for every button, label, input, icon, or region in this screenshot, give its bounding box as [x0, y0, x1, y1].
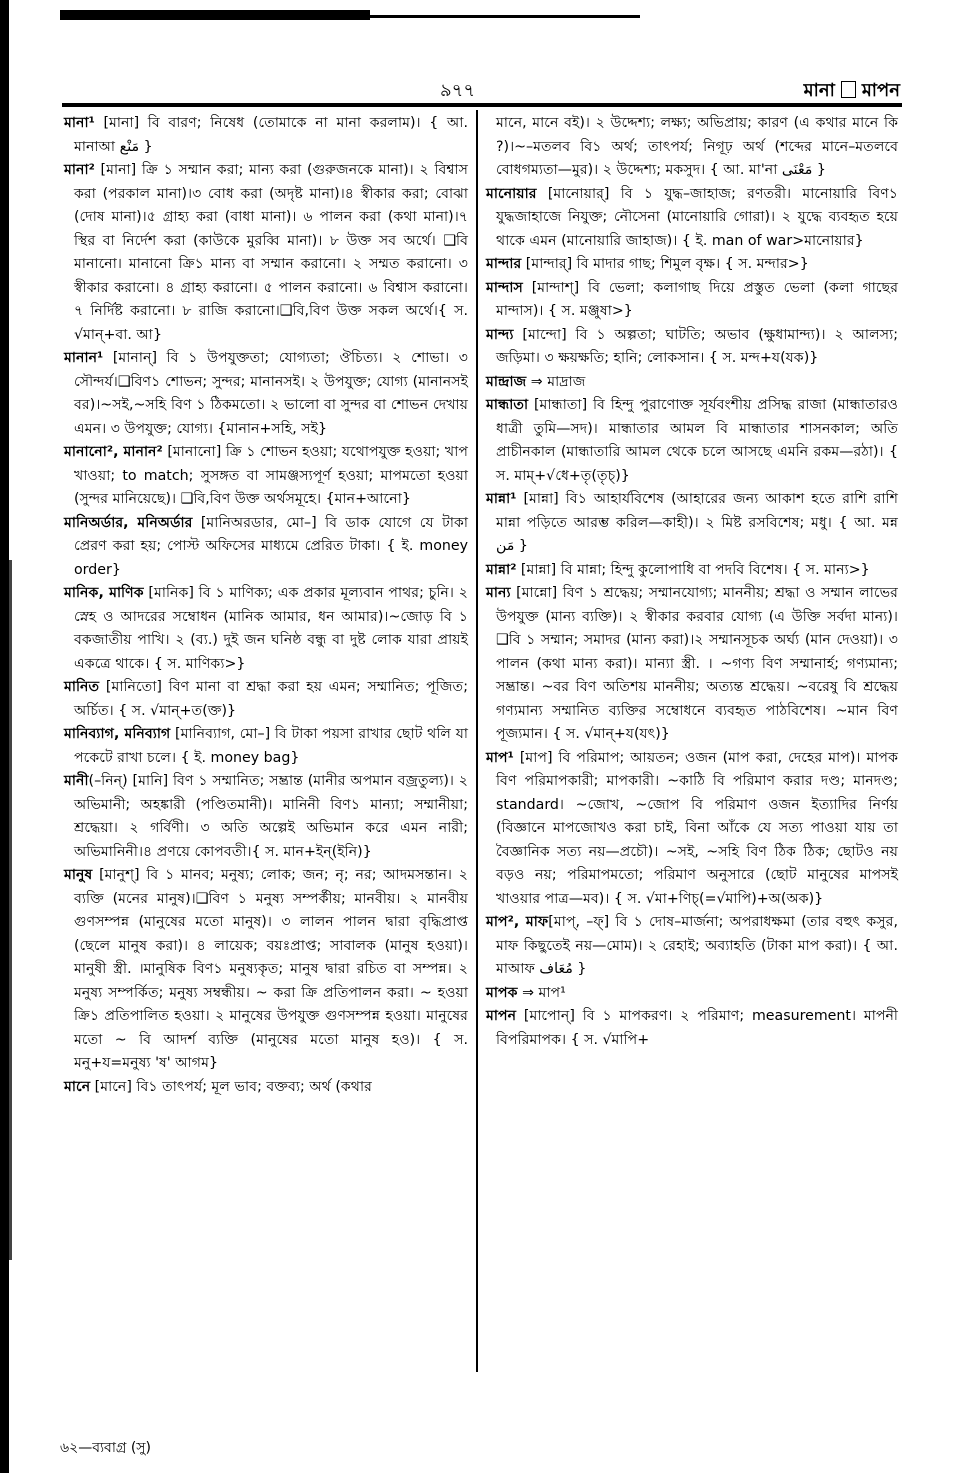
entry-definition: [মানে] বি১ তাৎপর্য; মূল ভাব; বক্তব্য; অর্থ (কথার — [90, 1078, 372, 1095]
left-column — [64, 112, 468, 1099]
entry-headword: মানোয়ার — [486, 185, 537, 202]
dictionary-entry — [64, 112, 468, 159]
entry-headword: মাপ², মাফ — [486, 914, 549, 930]
entry-definition: (–নিন্) [মানি] বিণ ১ সম্মানিত; সম্ভ্রান্ত (মানীর অপমান বজ্রতুল্য)। ২ অভিমানী; অহঙ্কারী (পণ্ডিতমানী)। মানিনী বিণ১ মান্যা; সম্মানীয়া; শ্রদ্ধেয়া। ২ গর্বিণী। ৩ অতি অল্পেই অভিমান করে এমন নারী; অভিমানিনী।৪ প্রণয়ে কোপবতী।{ স. মান+ইন্(ইনি)} — [74, 773, 468, 860]
guide-word-last: মাপন — [861, 80, 900, 101]
entry-headword: মানুষ — [64, 867, 93, 883]
entry-headword: মান্না² — [486, 561, 517, 578]
dictionary-entry — [486, 911, 898, 982]
entry-definition: [মানা] বি বারণ; নিষেধ (তোমাকে না মানা করলাম)। { আ. মানাআ مَنْع } — [74, 115, 468, 155]
entry-definition: [মান্দাশ্] বি ভেলা; কলাগাছ দিয়ে প্রস্তুত ভেলা (কলা গাছের মান্দাস)। { স. মঞ্জুষা>} — [496, 279, 898, 319]
dictionary-entry — [64, 770, 468, 864]
entry-headword: মাপ¹ — [486, 749, 514, 766]
dictionary-entry — [486, 488, 898, 559]
dictionary-entry — [486, 253, 898, 277]
dictionary-entry — [486, 112, 898, 183]
scan-smudge — [60, 10, 370, 20]
entry-definition: [মাপোন্] বি ১ মাপকরণ। ২ পরিমাণ; measurement। মাপনী বিপরিমাপক। { স. √মাপি+ — [496, 1008, 898, 1048]
entry-definition: [মান্না] বি মান্না; হিন্দু কুলোপাধি বা পদবি বিশেষ। { স. মান্য>} — [516, 561, 870, 578]
dictionary-entry — [486, 394, 898, 488]
dictionary-entry — [64, 676, 468, 723]
entry-definition: [মান্দো] বি ১ অল্পতা; ঘাটতি; অভাব (ক্ষুধামান্দ্য)। ২ আলস্য; জড়িমা। ৩ ক্ষয়ক্ষতি; হানি; লোকসান। { স. মন্দ+য(যক)} — [496, 326, 898, 366]
entry-definition: [মান্নো] বিণ ১ শ্রদ্ধেয়; সম্মানযোগ্য; মাননীয়; শ্রদ্ধা ও সম্মান লাভের উপযুক্ত (মান্য ব্যক্তি)। ২ স্বীকার করবার যোগ্য (এ উক্তি সর্বদা মান্য)।❑বি ১ সম্মান; সমাদর (মান্য করা)।২ সম্মানসূচক অর্ঘ্য (মান দেওয়া)। ৩ পালন (কথা মান্য করা)। মান্যা স্ত্রী. । ~গণ্য বিণ সম্মানার্হ; গণ্যমান্য; সম্ভ্রান্ত। ~বর বিণ অতিশয় মাননীয়; অত্যন্ত শ্রদ্ধেয়। ~বরেষু বি শ্রদ্ধেয় গণ্যমান্য সম্মানিত ব্যক্তির সম্বোধনে ব্যবহৃত পাঠবিশেষ। ~মান বিণ পূজ্যমান। { স. √মান্+য(যৎ)} — [496, 585, 898, 742]
entry-headword: মানা¹ — [64, 115, 95, 131]
entry-headword: মাপক — [486, 984, 518, 1001]
box-icon — [841, 81, 856, 98]
dictionary-entry — [486, 371, 898, 395]
dictionary-entry — [486, 277, 898, 324]
entry-headword: মানান¹ — [64, 350, 104, 366]
entry-definition: মানে, মানে বই)। ২ উদ্দেশ্য; লক্ষ্য; অভিপ্রায়; কারণ (এ কথার মানে কি ?)।~–মতলব বি১ অর্থ; তাৎপর্য; নিগূঢ় অর্থ (শব্দের মানে–মতলবে বোধগম্যতা—মুর)। ২ উদ্দেশ্য; মকসুদ। { আ. মা'না مَعْنَى } — [496, 115, 898, 178]
entry-definition: [মানোয়ার্] বি ১ যুদ্ধ–জাহাজ; রণতরী। মানোয়ারি বিণ১ যুদ্ধজাহাজে নিযুক্ত; নৌসেনা (মানোয়ারি গোরা)। ২ যুদ্ধে ব্যবহৃত হয়ে থাকে এমন (মানোয়ারি জাহাজ)। { ই. man of war>মানোয়ার} — [496, 185, 898, 249]
dictionary-entry — [486, 1005, 898, 1052]
printer-signature: ৬২—ব্যবাগ্র (সু) — [60, 1440, 152, 1456]
entry-definition: [মাপ্, –ফ্] বি ১ দোষ–মার্জনা; অপরাধক্ষমা (তার বহুৎ কসুর, মাফ কিছুতেই নয়—মোম)। ২ রেহাই; অব্যাহতি (টাকা মাপ করা)। { আ. মাআফ مُعَاف } — [496, 914, 898, 977]
entry-definition: ⇒ মাপ¹ — [517, 984, 566, 1001]
entry-headword: মানিব্যাগ, মনিব্যাগ — [64, 726, 171, 742]
right-column — [486, 112, 898, 1052]
entry-headword: মানা² — [64, 162, 95, 178]
dictionary-entry — [486, 183, 898, 254]
entry-definition: [মানিঅরডার, মো–] বি ডাক যোগে যে টাকা প্রেরণ করা হয়; পোস্ট অফিসের মাধ্যমে প্রেরিত টাকা। { ই. money order} — [74, 514, 468, 578]
dictionary-entry — [64, 1076, 468, 1100]
entry-headword: মানিক, মাণিক — [64, 585, 144, 601]
entry-headword: মান্দার — [486, 256, 522, 272]
entry-headword: মানে — [64, 1078, 91, 1095]
entry-headword: মান্না¹ — [486, 491, 517, 507]
dictionary-entry — [64, 864, 468, 1076]
entry-definition: [মানিব্যাগ, মো–] বি টাকা পয়সা রাখার ছোট থলি যা পকেটে রাখা চলে। { ই. money bag} — [74, 726, 468, 766]
guide-word-first: মানা — [803, 80, 835, 101]
page-number: ৯৭৭ — [440, 80, 476, 101]
entry-definition: [মানুশ্] বি ১ মানব; মনুষ্য; লোক; জন; নৃ; নর; আদমসন্তান। ২ ব্যক্তি (মনের মানুষ)।❑বিণ ১ মনুষ্য সম্পর্কীয়; মানবীয়। ২ মানবীয় গুণসম্পন্ন (মানুষের মতো মানুষ)। ৩ লালন পালন দ্বারা বৃদ্ধিপ্রাপ্ত (ছেলে মানুষ করা)। ৪ লায়েক; বয়ঃপ্রাপ্ত; সাবালক (মানুষ হওয়া)। মানুষী স্ত্রী. ।মানুষিক বিণ১ মনুষ্যকৃত; মানুষ দ্বারা রচিত বা সম্পন্ন। ২ মনুষ্য সম্পর্কিত; মনুষ্য সম্বন্ধীয়। ~ করা ক্রি প্রতিপালন করা। ~ হওয়া ক্রি১ প্রতিপালিত হওয়া। ২ মানুষের উপযুক্ত গুণসম্পন্ন হওয়া। মানুষের মতো ~ বি আদর্শ ব্যক্তি (মানুষের মতো মানুষ হও)। { স. মনু+য=মনুষ্য 'ষ' আগম} — [74, 867, 468, 1071]
dictionary-entry — [486, 559, 898, 583]
column-divider — [476, 110, 478, 1372]
binding-edge — [0, 0, 9, 1473]
header-rule — [62, 103, 902, 107]
binding-shadow — [9, 560, 12, 1260]
entry-definition: [মানা] ক্রি ১ সম্মান করা; মান্য করা (গুরুজনকে মানা)। ২ বিশ্বাস করা (পরকাল মানা)।৩ বোধ করা (অদৃষ্ট মানা)।৪ স্বীকার করা; বোঝা (দোষ মানা)।৫ গ্রাহ্য করা (বাধা মানা)। ৬ পালন করা (কথা মানা)।৭ স্থির বা নির্দেশ করা (কাউকে মুরব্বি মানা)। ৮ উক্ত সব অর্থে। ❑বি মানানো। মানানো ক্রি১ মান্য বা সম্মান করানো। ২ সম্মত করানো। ৩ স্বীকার করানো। ৪ গ্রাহ্য করানো। ৫ পালন করানো। ৬ বিশ্বাস করানো। ৭ নির্দিষ্ট করানো। ৮ রাজি করানো।❑বি,বিণ উক্ত সকল অর্থে।{ স. √মান্+বা. আ} — [74, 162, 468, 343]
entry-headword: মান্দাস — [486, 279, 523, 296]
dictionary-entry — [486, 747, 898, 912]
entry-headword: মান্ধাতা — [486, 397, 529, 413]
entry-headword: মানিত — [64, 679, 100, 695]
entry-definition: [মান্না] বি১ আহার্যবিশেষ (আহারের জন্য আকাশ হতে রাশি রাশি মান্না পড়িতে আরম্ভ করিল—কাহী)। ২ মিষ্ট রসবিশেষ; মধু। { আ. মন্ন مَن } — [496, 491, 898, 554]
entry-headword: মান্দ্য — [486, 326, 514, 343]
dictionary-entry — [64, 512, 468, 583]
page-header — [60, 76, 900, 100]
entry-definition: [মান্দার্] বি মাদার গাছ; শিমুল বৃক্ষ। { স. মন্দার>} — [521, 256, 809, 272]
dictionary-entry — [64, 159, 468, 347]
dictionary-entry — [486, 582, 898, 747]
entry-definition: [মানিতো] বিণ মানা বা শ্রদ্ধা করা হয় এমন; সম্মানিত; পূজিত; অর্চিত। { স. √মান্+ত(ক্ত)} — [74, 679, 468, 719]
scan-rule — [370, 15, 640, 18]
entry-definition: [মান্ধাতা] বি হিন্দু পুরাণোক্ত সূর্যবংশীয় প্রসিদ্ধ রাজা (মান্ধাতারও ধাত্রী তুমি—সদ)। মান্ধাতার আমল বি মান্ধাতার শাসনকাল; অতি প্রাচীনকাল (মান্ধাতারি আমল থেকে চলে আসছে এমনি রকম—রঠা)। { স. মাম্+√ধে+তৃ(তৃচ্)} — [496, 397, 898, 484]
dictionary-entry — [64, 347, 468, 441]
entry-headword: মানিঅর্ডার, মনিঅর্ডার — [64, 514, 193, 531]
entry-definition: [মানিক] বি ১ মাণিক্য; এক প্রকার মূল্যবান পাথর; চুনি। ২ স্নেহ ও আদরের সম্বোধন (মানিক আমার, ধন আমার)।~জোড় বি ১ বকজাতীয় পাখি। ২ (ব্য.) দুই জন ঘনিষ্ঠ বন্ধু বা দুষ্ট লোক যারা প্রায়ই একত্রে থাকে। { স. মাণিক্য>} — [74, 585, 468, 672]
entry-headword: মানী — [64, 773, 89, 789]
dictionary-entry — [64, 582, 468, 676]
entry-definition: [মাপ] বি পরিমাপ; আয়তন; ওজন (মাপ করা, দেহের মাপ)। মাপক বিণ পরিমাপকারী; মাপকারী। ~কাঠি বি পরিমাণ করার দণ্ড; মানদণ্ড; standard। ~জোখ, ~জোপ বি পরিমাণ ওজন ইত্যাদির নির্ণয় (বিজ্ঞানে মাপজোখও করা চাই, বিনা আঁকে যে সত্য পাওয়া যায় তা বৈজ্ঞানিক সত্য নয়—প্রচৌ)। ~সই, ~সহি বিণ ঠিক ঠিক; ছোটও নয় বড়ও নয়; পরিমাপমতো; পরিমাণ অনুসারে (ছোট মানুষের মাপসই খাওয়ার পাত্র—মব)। { স. √মা+ণিচ্(=√মাপি)+অ(অক)} — [496, 749, 898, 907]
dictionary-entry — [486, 324, 898, 371]
dictionary-entry — [64, 723, 468, 770]
entry-definition: [মানান্] বি ১ উপযুক্ততা; যোগ্যতা; ঔচিত্য। ২ শোভা। ৩ সৌন্দর্য।❑বিণ১ শোভন; সুন্দর; মানানসই। ২ উপযুক্ত; যোগ্য (মানানসই বর)।~সই,~সহি বিণ ১ ঠিকমতো। ২ ভালো বা সুন্দর বা শোভন দেখায় এমন। ৩ উপযুক্ত; যোগ্য। {মানান+সহি, সই} — [74, 350, 468, 437]
entry-headword: মান্দ্রাজ — [486, 373, 527, 390]
entry-definition: ⇒ মাদ্রাজ — [526, 373, 586, 390]
dictionary-entry — [64, 441, 468, 512]
entry-definition: [মানানো] ক্রি ১ শোভন হওয়া; যথোপযুক্ত হওয়া; খাপ খাওয়া; to match; সুসঙ্গত বা সামঞ্জস্যপূর্ণ হওয়া; মাপমতো হওয়া (সুন্দর মানিয়েছে)। ❑বি,বিণ উক্ত অর্থসমূহে। {মান+আনো} — [74, 444, 468, 507]
entry-headword: মান্য — [486, 585, 511, 601]
dictionary-entry — [486, 982, 898, 1006]
entry-headword: মাপন — [486, 1008, 517, 1024]
entry-headword: মানানো², মানান² — [64, 444, 163, 460]
